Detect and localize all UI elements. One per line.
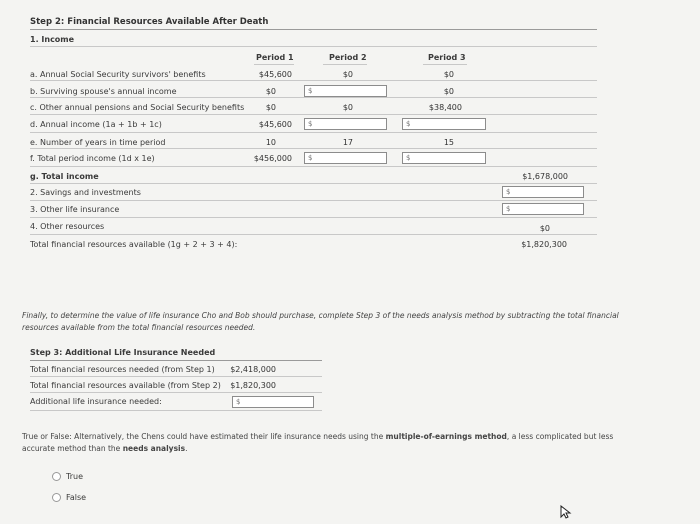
row-e-period-2: 17 [342, 138, 353, 147]
false-option-label[interactable]: False [66, 493, 87, 502]
row-c-period-2: $0 [342, 103, 353, 112]
other-resources-value: $0 [539, 224, 550, 233]
row-b-period-2-input[interactable] [304, 85, 387, 97]
currency-symbol: $ [406, 154, 411, 162]
other-life-insurance-label: 3. Other life insurance [30, 205, 120, 214]
available-value: $1,820,300 [230, 381, 276, 390]
row-b-label: b. Surviving spouse's annual income [30, 87, 177, 96]
row-d-period-2-input[interactable] [304, 118, 387, 130]
row-e-label: e. Number of years in time period [30, 138, 166, 147]
row-c-period-1: $0 [265, 103, 276, 112]
true-false-question: True or False: Alternatively, the Chens could have estimated their life insurance needs using the multiple-of-earnings method, a less complicated but less accurate method than the needs analysis. [22, 432, 614, 453]
period-1-header: Period 1 [256, 53, 294, 62]
period-2-header: Period 2 [329, 53, 367, 62]
title-divider [30, 29, 597, 30]
other-resources-label: 4. Other resources [30, 222, 105, 231]
true-option-label[interactable]: True [66, 472, 83, 481]
row-b-period-3: $0 [443, 87, 454, 96]
other-life-insurance-input[interactable] [502, 203, 584, 215]
row-c-label: c. Other annual pensions and Social Security benefits [30, 103, 245, 112]
section-divider [30, 46, 597, 47]
currency-symbol: $ [308, 87, 313, 95]
mouse-cursor-icon [560, 505, 572, 519]
row-c-period-3: $38,400 [428, 103, 462, 112]
step2-title: Step 2: Financial Resources Available After Death [30, 17, 269, 27]
row-f-label: f. Total period income (1d x 1e) [30, 154, 155, 163]
row-f-period-1: $456,000 [253, 154, 292, 163]
currency-symbol: $ [406, 120, 411, 128]
row-a-period-2: $0 [342, 70, 353, 79]
currency-symbol: $ [308, 120, 313, 128]
total-income-value: $1,678,000 [522, 172, 568, 181]
row-d-period-1: $45,600 [258, 120, 292, 129]
row-e-period-3: 15 [443, 138, 454, 147]
row-g-label: g. Total income [30, 172, 99, 181]
total-resources-label: Total financial resources available (1g + 2 + 3 + 4): [30, 240, 238, 249]
period-3-header: Period 3 [428, 53, 466, 62]
step3-title: Step 3: Additional Life Insurance Needed [30, 348, 216, 357]
row-a-period-3: $0 [443, 70, 454, 79]
instructions-paragraph: Finally, to determine the value of life insurance Cho and Bob should purchase, complete Step 3 of the needs analysis method by subtracting the total financial resources available from the total financial resources needed. [22, 311, 619, 332]
true-radio[interactable] [52, 472, 61, 481]
row-f-period-3-input[interactable] [402, 152, 486, 164]
currency-symbol: $ [506, 205, 511, 213]
additional-label: Additional life insurance needed: [30, 397, 162, 406]
available-label: Total financial resources available (from Step 2) [30, 381, 221, 390]
currency-symbol: $ [506, 188, 511, 196]
additional-insurance-input[interactable] [232, 396, 314, 408]
row-d-label: d. Annual income (1a + 1b + 1c) [30, 120, 162, 129]
row-d-period-3-input[interactable] [402, 118, 486, 130]
needed-label: Total financial resources needed (from Step 1) [30, 365, 215, 374]
total-resources-value: $1,820,300 [521, 240, 567, 249]
currency-symbol: $ [308, 154, 313, 162]
row-a-period-1: $45,600 [258, 70, 292, 79]
row-a-label: a. Annual Social Security survivors' benefits [30, 70, 206, 79]
false-radio[interactable] [52, 493, 61, 502]
savings-input[interactable] [502, 186, 584, 198]
savings-label: 2. Savings and investments [30, 188, 141, 197]
needed-value: $2,418,000 [230, 365, 276, 374]
row-f-period-2-input[interactable] [304, 152, 387, 164]
currency-symbol: $ [236, 398, 241, 406]
income-section-label: 1. Income [30, 35, 75, 44]
row-e-period-1: 10 [265, 138, 276, 147]
row-b-period-1: $0 [265, 87, 276, 96]
